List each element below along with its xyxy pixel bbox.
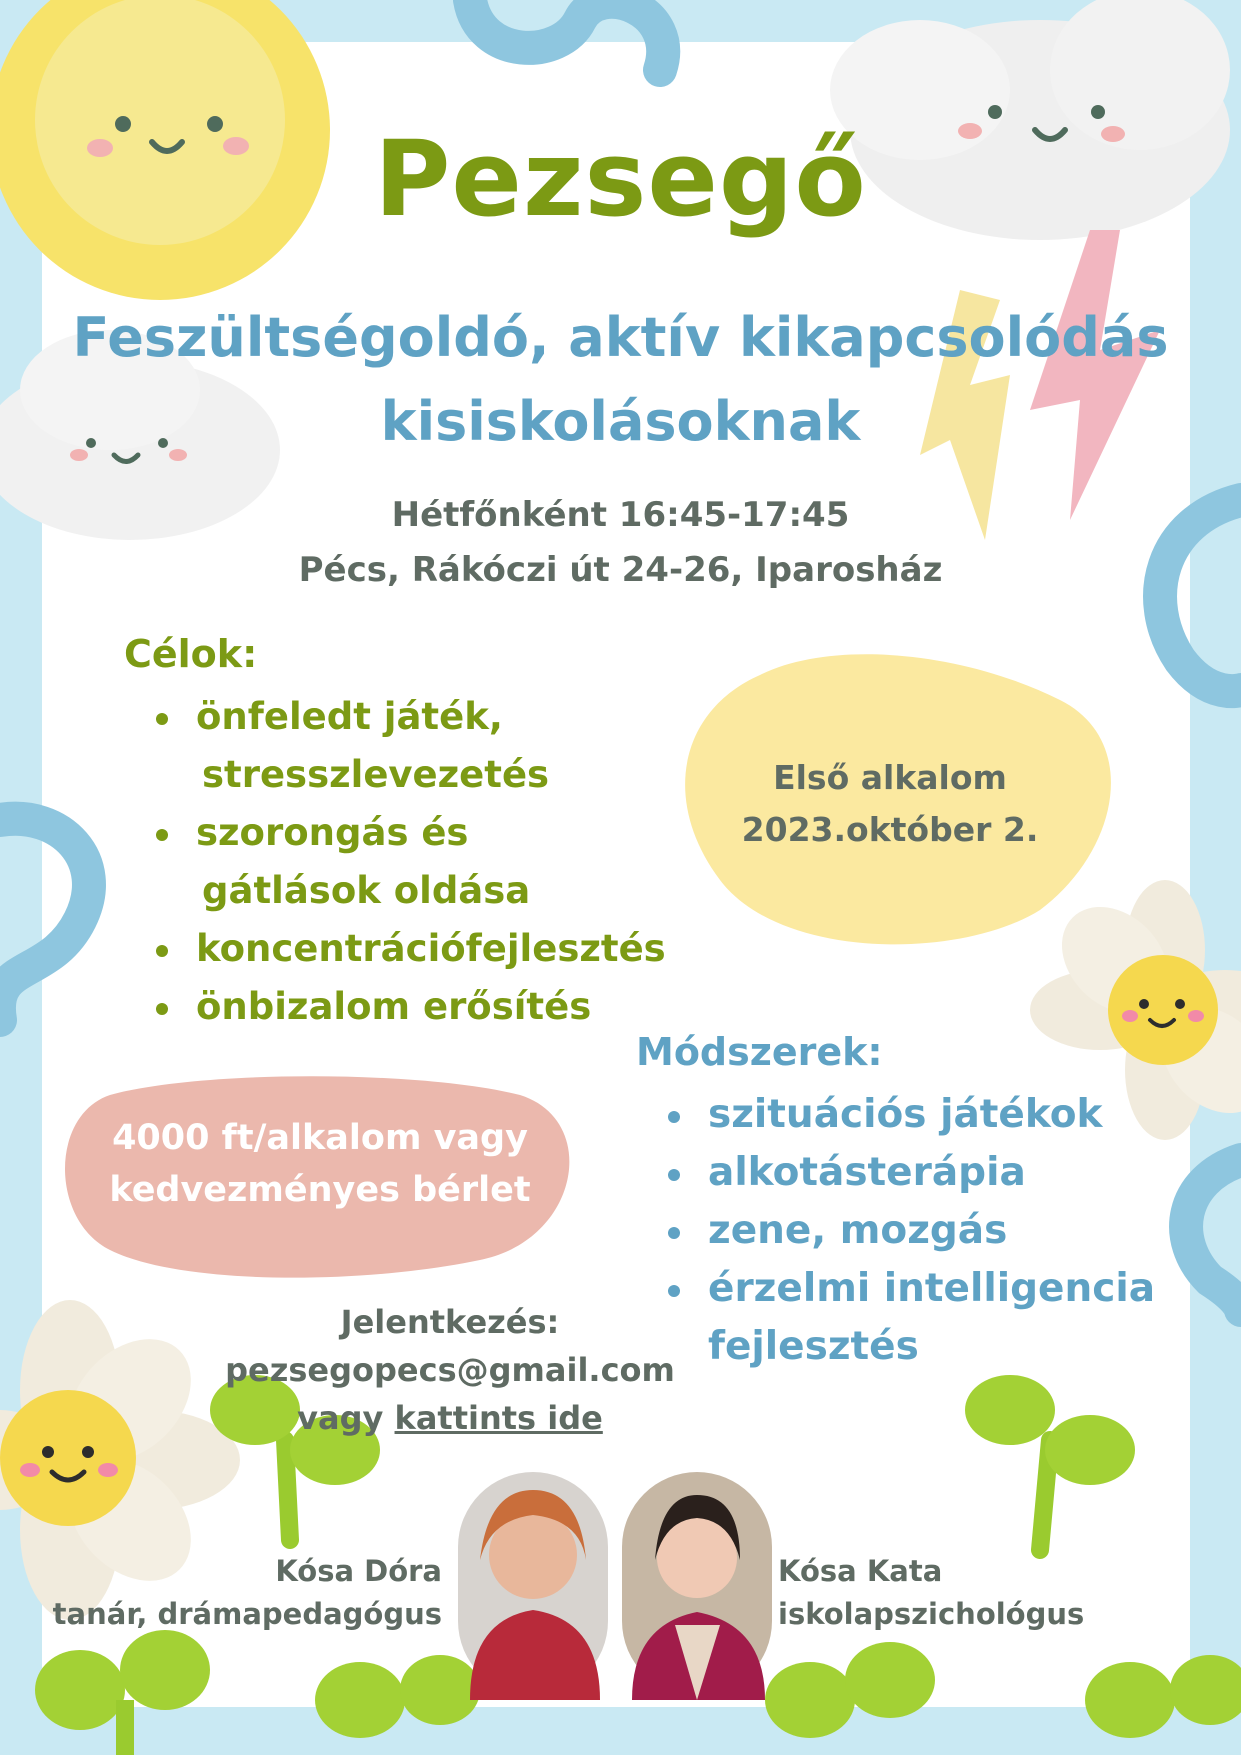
- bullet-icon: [668, 1285, 680, 1297]
- bullet-icon: [156, 1003, 168, 1015]
- person-role: iskolapszichológus: [778, 1597, 1085, 1631]
- goal-text: önbizalom erősítés: [196, 985, 592, 1028]
- first-session-label: Első alkalom: [773, 758, 1007, 797]
- blue-squiggle-left: [0, 819, 89, 1020]
- method-text: zene, mozgás: [708, 1208, 1008, 1253]
- first-session-date: 2023.október 2.: [741, 810, 1039, 849]
- location-text: Pécs, Rákóczi út 24-26, Iparosház: [298, 550, 943, 590]
- goal-text: önfeledt játék,: [196, 695, 503, 738]
- blue-squiggle-right-bottom: [1186, 1160, 1241, 1310]
- bullet-icon: [668, 1227, 680, 1239]
- bullet-icon: [668, 1111, 680, 1123]
- goal-text-cont: gátlások oldása: [202, 869, 531, 912]
- schedule-text: Hétfőnként 16:45-17:45: [391, 495, 850, 535]
- list-item: [660, 1086, 1155, 1144]
- list-item: [148, 688, 666, 804]
- signup-heading: Jelentkezés:: [340, 1303, 560, 1341]
- signup-link[interactable]: kattints ide: [394, 1399, 603, 1437]
- goals-heading: Célok:: [124, 632, 258, 676]
- list-item: [148, 978, 666, 1036]
- subtitle-line-1: Feszültségoldó, aktív kikapcsolódás: [72, 306, 1169, 369]
- sprout-icon-bottom-right: [765, 1642, 1241, 1738]
- subtitle-line-2: kisiskolásoknak: [380, 390, 861, 453]
- price-line-2: kedvezményes bérlet: [109, 1170, 531, 1210]
- list-item: [148, 804, 666, 920]
- signup-or-text: vagy: [297, 1399, 384, 1437]
- list-item: [660, 1260, 1155, 1376]
- goal-text: szorongás és: [196, 811, 469, 854]
- method-text: érzelmi intelligencia: [708, 1266, 1156, 1311]
- method-text: szituációs játékok: [708, 1092, 1103, 1137]
- person-kosa-dora: [40, 1550, 442, 1636]
- first-session-note: [690, 752, 1090, 856]
- list-item: [660, 1202, 1155, 1260]
- page-title: Pezsegő: [374, 118, 867, 240]
- list-item: [660, 1144, 1155, 1202]
- bullet-icon: [156, 713, 168, 725]
- bullet-icon: [668, 1169, 680, 1181]
- sprout-icon-bottom-mid: [315, 1655, 480, 1738]
- person-name: Kósa Dóra: [275, 1554, 442, 1588]
- signup-block: [200, 1298, 700, 1442]
- method-text-cont: fejlesztés: [708, 1324, 919, 1369]
- person-role: tanár, drámapedagógus: [52, 1597, 442, 1631]
- sprout-icon-right: [965, 1375, 1135, 1550]
- event-info: [0, 488, 1241, 598]
- blue-squiggle-top: [470, 0, 663, 70]
- subtitle: [0, 296, 1241, 464]
- bullet-icon: [156, 829, 168, 841]
- price-line-1: 4000 ft/alkalom vagy: [112, 1118, 528, 1158]
- signup-alt: [200, 1394, 700, 1442]
- goal-text-cont: stresszlevezetés: [202, 753, 550, 796]
- list-item: [148, 920, 666, 978]
- person-name: Kósa Kata: [778, 1554, 943, 1588]
- goal-text: koncentrációfejlesztés: [196, 927, 666, 970]
- person-kosa-kata: [778, 1550, 1198, 1636]
- goals-list: [148, 688, 666, 1036]
- sprout-icon-bottom-left: [35, 1630, 210, 1755]
- methods-heading: Módszerek:: [636, 1030, 883, 1074]
- portrait-kosa-kata: [622, 1472, 772, 1700]
- price-note: [90, 1112, 550, 1216]
- portrait-kosa-dora: [458, 1472, 608, 1700]
- method-text: alkotásterápia: [708, 1150, 1026, 1195]
- bullet-icon: [156, 945, 168, 957]
- signup-email-link[interactable]: pezsegopecs@gmail.com: [225, 1351, 675, 1389]
- methods-list: [660, 1086, 1155, 1376]
